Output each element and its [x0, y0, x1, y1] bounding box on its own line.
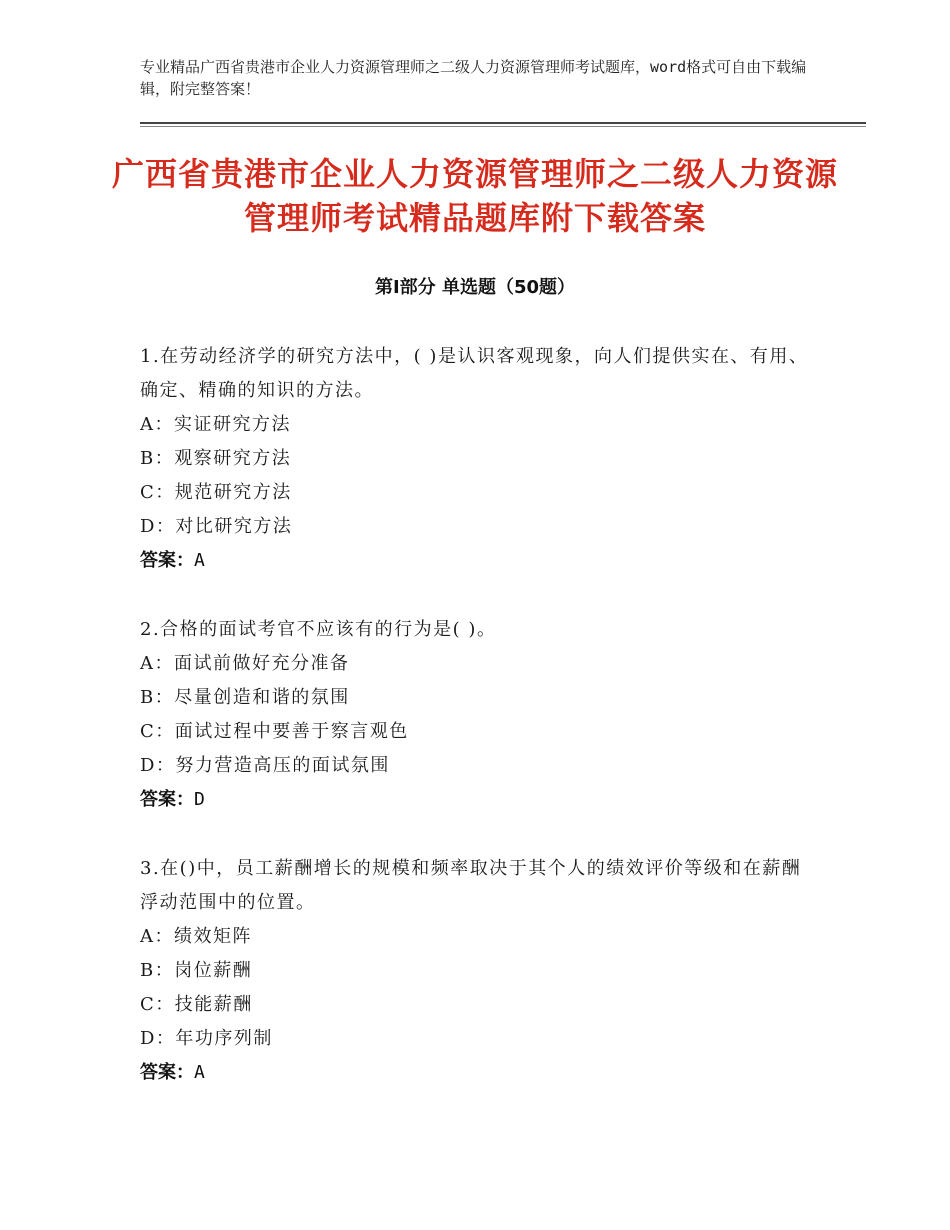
answer-line [140, 783, 820, 817]
answer-label: 答案： [140, 789, 194, 810]
answer-line [140, 544, 820, 578]
option-d: D：努力营造高压的面试氛围 [140, 755, 390, 776]
header-divider-thick [140, 122, 866, 124]
answer-value: A [194, 550, 205, 571]
header-divider-thin [140, 126, 866, 127]
option-c: C：规范研究方法 [140, 482, 292, 503]
header-note: 专业精品广西省贵港市企业人力资源管理师之二级人力资源管理师考试题库，word格式可自由下载编辑，附完整答案！ [140, 58, 807, 98]
option-d: D：年功序列制 [140, 1028, 273, 1049]
question-text: 2.合格的面试考官不应该有的行为是( )。 [140, 619, 497, 640]
answer-value: D [194, 789, 205, 810]
option-a: A：实证研究方法 [140, 414, 291, 435]
answer-value: A [194, 1062, 205, 1083]
option-b: B：尽量创造和谐的氛围 [140, 687, 350, 708]
question-text: 1.在劳动经济学的研究方法中，( )是认识客观现象，向人们提供实在、有用、确定、精确的知识的方法。 [140, 346, 809, 401]
document-title: 广西省贵港市企业人力资源管理师之二级人力资源管理师考试精品题库附下载答案 [111, 155, 838, 237]
option-d: D：对比研究方法 [140, 516, 293, 537]
option-c: C：面试过程中要善于察言观色 [140, 721, 409, 742]
option-b: B：观察研究方法 [140, 448, 292, 469]
question-text: 3.在()中，员工薪酬增长的规模和频率取决于其个人的绩效评价等级和在薪酬浮动范围中的位置。 [140, 858, 802, 913]
question-2 [140, 613, 820, 817]
answer-line [140, 1056, 820, 1090]
option-a: A：面试前做好充分准备 [140, 653, 350, 674]
question-3 [140, 852, 820, 1090]
answer-label: 答案： [140, 1062, 194, 1083]
option-c: C：技能薪酬 [140, 994, 253, 1015]
section-heading: 第Ⅰ部分 单选题（50题） [374, 277, 575, 298]
option-a: A：绩效矩阵 [140, 926, 252, 947]
answer-label: 答案： [140, 550, 194, 571]
question-1 [140, 340, 820, 578]
option-b: B：岗位薪酬 [140, 960, 253, 981]
